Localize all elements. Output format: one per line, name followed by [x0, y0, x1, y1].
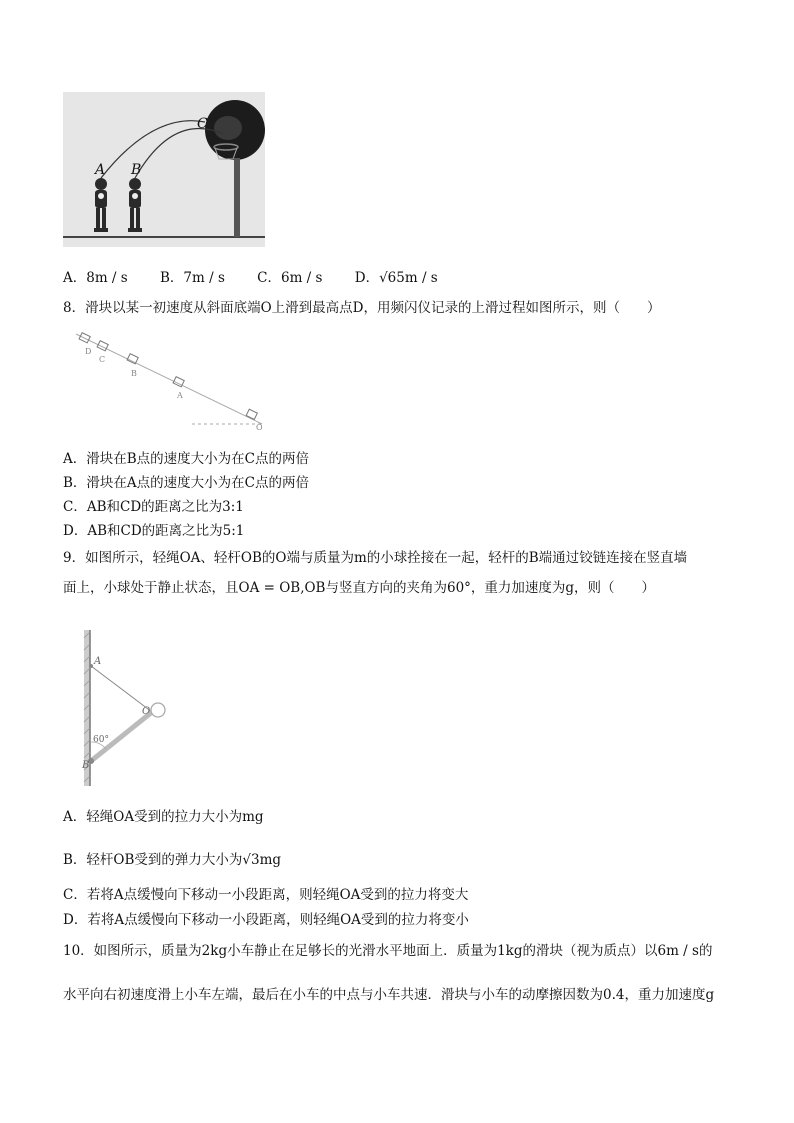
q8-stem: 8．滑块以某一初速度从斜面底端O上滑到最高点D，用频闪仪记录的上滑过程如图所示，则（ ）	[63, 300, 661, 316]
q7-choice-c: C．6m / s	[257, 270, 323, 286]
q8-choice-c: C．AB和CD的距离之比为3:1	[63, 499, 244, 515]
label-a: A	[177, 391, 183, 400]
label-d: D	[85, 347, 92, 356]
q8-choice-d: D．AB和CD的距离之比为5:1	[63, 523, 245, 539]
q9-stem-line2: 面上，小球处于静止状态，且OA = OB,OB与竖直方向的夹角为60°，重力加速度为g，则（ ）	[63, 580, 656, 596]
q8-choice-b: B．滑块在A点的速度大小为在C点的两倍	[63, 475, 309, 491]
q9-figure	[82, 630, 182, 788]
q7-figure	[63, 92, 265, 247]
q10-stem-line2: 水平向右初速度滑上小车左端，最后在小车的中点与小车共速．滑块与小车的动摩擦因数为0.4，重力加速度g	[63, 987, 715, 1003]
q10-stem-line1: 10．如图所示，质量为2kg小车静止在足够长的光滑水平地面上．质量为1kg的滑块（视为质点）以6m / s的	[63, 943, 713, 959]
label-o: O	[142, 706, 151, 717]
q8-choice-a: A．滑块在B点的速度大小为在C点的两倍	[63, 451, 309, 467]
label-a: A	[95, 162, 106, 178]
label-c: C	[197, 116, 208, 132]
label-b: B	[131, 162, 142, 178]
q8-figure	[72, 328, 268, 432]
q9-stem-line1: 9．如图所示，轻绳OA、轻杆OB的O端与质量为m的小球拴接在一起，轻杆的B端通过铰链连接在竖直墙	[63, 550, 688, 566]
label-b: B	[131, 369, 137, 378]
q9-choice-c: C．若将A点缓慢向下移动一小段距离，则轻绳OA受到的拉力将变大	[63, 887, 469, 903]
q9-choice-b: B．轻杆OB受到的弹力大小为√3mg	[63, 852, 282, 868]
q7-choice-b: B．7m / s	[160, 270, 225, 286]
q9-choice-a: A．轻绳OA受到的拉力大小为mg	[63, 809, 264, 825]
q7-choices	[63, 266, 466, 286]
q7-choice-a: A．8m / s	[63, 270, 128, 286]
label-a: A	[94, 656, 102, 667]
label-c: C	[99, 355, 106, 364]
label-b: B	[82, 760, 90, 771]
label-angle: 60°	[93, 735, 109, 745]
q7-choice-d: D．√65m / s	[354, 270, 438, 286]
label-o: O	[256, 423, 263, 432]
q9-choice-d: D．若将A点缓慢向下移动一小段距离，则轻绳OA受到的拉力将变小	[63, 912, 469, 928]
